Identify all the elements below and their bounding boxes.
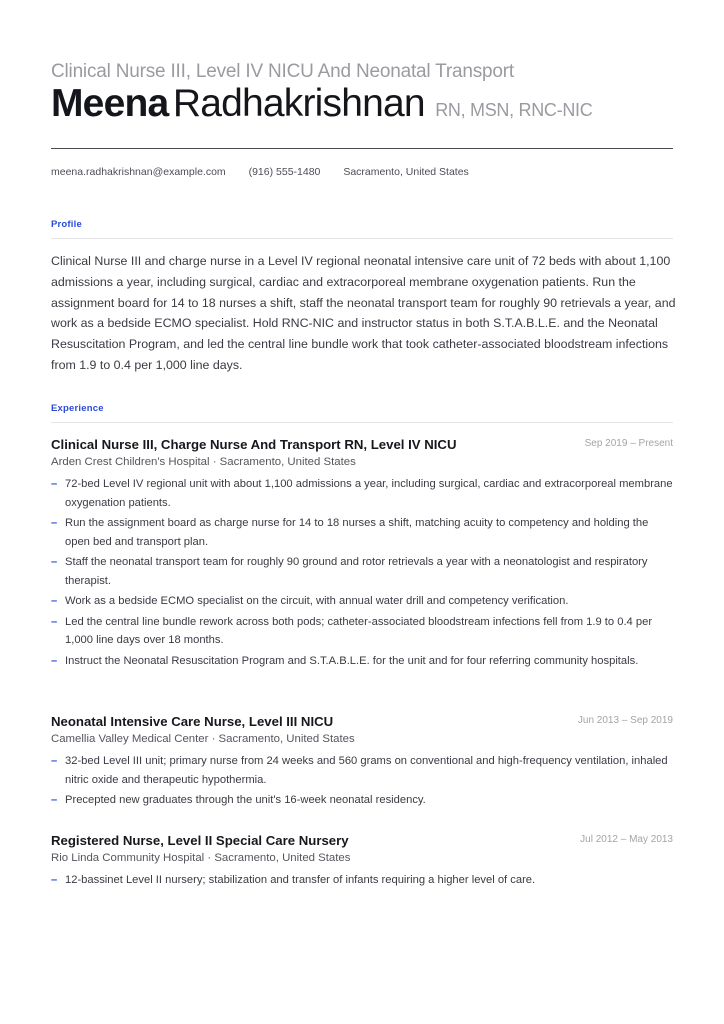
header-divider <box>51 148 673 149</box>
phone-number: (916) 555-1480 <box>248 166 321 178</box>
bullet-text: 72-bed Level IV regional unit with about 1,100 admissions a year, including surgical, cardiac and extracorporeal membrane oxygenation patients. <box>65 478 673 509</box>
bullet-text: Work as a bedside ECMO specialist on the circuit, with annual water drill and competency verification. <box>65 595 569 607</box>
credentials: RN, MSN, RNC-NIC <box>435 100 593 120</box>
bullet-item <box>51 871 673 890</box>
bullet-text: 32-bed Level III unit; primary nurse from 24 weeks and 560 grams on conventional and high-frequency ventilation, inhaled nitric oxide and therapeutic hypothermia. <box>65 755 668 786</box>
job-entry <box>51 713 673 812</box>
email-link[interactable]: meena.radhakrishnan@example.com <box>51 166 226 178</box>
headline: Clinical Nurse III, Level IV NICU And Neonatal Transport <box>51 61 514 82</box>
bullet-text: 12-bassinet Level II nursery; stabilization and transfer of infants requiring a higher level of care. <box>65 874 536 886</box>
job-employer: Rio Linda Community Hospital · Sacramento, United States <box>51 852 351 864</box>
job-entry <box>51 436 673 672</box>
job-dates: Jun 2013 – Sep 2019 <box>577 715 673 726</box>
first-name: Meena <box>51 82 169 125</box>
job-title: Neonatal Intensive Care Nurse, Level III NICU <box>51 714 334 729</box>
profile-section-label: Profile <box>51 219 82 230</box>
job-employer: Arden Crest Children's Hospital · Sacramento, United States <box>51 456 356 468</box>
job-header <box>51 713 673 733</box>
profile-summary: Clinical Nurse III and charge nurse in a Level IV regional neonatal intensive care unit of 72 beds with about 1,100 admissions a year, including surgical, cardiac and extracorporeal membrane oxygenation patients. Run the assignment board for 14 to 18 nurses a shift, staff the neonatal transport team for roughly 90 retrievals a year, and work as a bedside ECMO specialist. Hold RNC-NIC and instructor status in both S.T.A.B.L.E. and the Neonatal Resuscitation Program, and led the central line bundle work that took catheter-associated bloodstream infections from 1.9 to 0.4 per 1,000 line days. <box>51 254 676 372</box>
experience-divider <box>51 422 673 423</box>
experience-section-label: Experience <box>51 403 104 414</box>
dash-bullet-icon: – <box>51 654 58 667</box>
bullet-text: Led the central line bundle rework across both pods; catheter-associated bloodstream infections fell from 1.9 to 0.4 per 1,000 line days over 18 months. <box>65 615 653 646</box>
bullet-item <box>51 752 673 789</box>
bullet-item <box>51 475 673 512</box>
dash-bullet-icon: – <box>51 595 58 607</box>
dash-bullet-icon: – <box>51 615 58 628</box>
contact-info <box>51 166 489 178</box>
job-dates: Jul 2012 – May 2013 <box>580 834 673 845</box>
dash-bullet-icon: – <box>51 517 58 529</box>
last-name: Radhakrishnan <box>172 82 425 125</box>
bullet-text: Precepted new graduates through the unit's 16-week neonatal residency. <box>65 794 426 806</box>
bullet-item <box>51 592 673 611</box>
dash-bullet-icon: – <box>51 755 58 767</box>
job-entry <box>51 832 673 892</box>
job-header <box>51 436 673 456</box>
job-header <box>51 832 673 852</box>
name-heading <box>51 84 592 123</box>
bullet-item <box>51 791 673 810</box>
job-employer: Camellia Valley Medical Center · Sacramento, United States <box>51 733 355 745</box>
job-title: Registered Nurse, Level II Special Care Nursery <box>51 833 349 848</box>
bullet-text: Run the assignment board as charge nurse for 14 to 18 nurses a shift, matching acuity to competency and holding the open bed and transport plan. <box>65 517 649 548</box>
job-bullets <box>51 475 673 670</box>
bullet-item <box>51 652 673 671</box>
profile-divider <box>51 238 673 239</box>
bullet-item <box>51 514 673 551</box>
bullet-item <box>51 613 673 650</box>
job-bullets <box>51 752 673 810</box>
job-bullets <box>51 871 673 890</box>
dash-bullet-icon: – <box>51 874 58 886</box>
location: Sacramento, United States <box>343 166 469 178</box>
bullet-text: Instruct the Neonatal Resuscitation Program and S.T.A.B.L.E. for the unit and for four referring community hospitals. <box>65 654 639 667</box>
bullet-text: Staff the neonatal transport team for roughly 90 ground and rotor retrievals a year with a neonatologist and respiratory therapist. <box>65 556 648 587</box>
job-title: Clinical Nurse III, Charge Nurse And Transport RN, Level IV NICU <box>51 437 457 452</box>
dash-bullet-icon: – <box>51 478 58 490</box>
dash-bullet-icon: – <box>51 794 58 806</box>
dash-bullet-icon: – <box>51 556 58 568</box>
bullet-item <box>51 553 673 590</box>
job-dates: Sep 2019 – Present <box>584 438 673 449</box>
